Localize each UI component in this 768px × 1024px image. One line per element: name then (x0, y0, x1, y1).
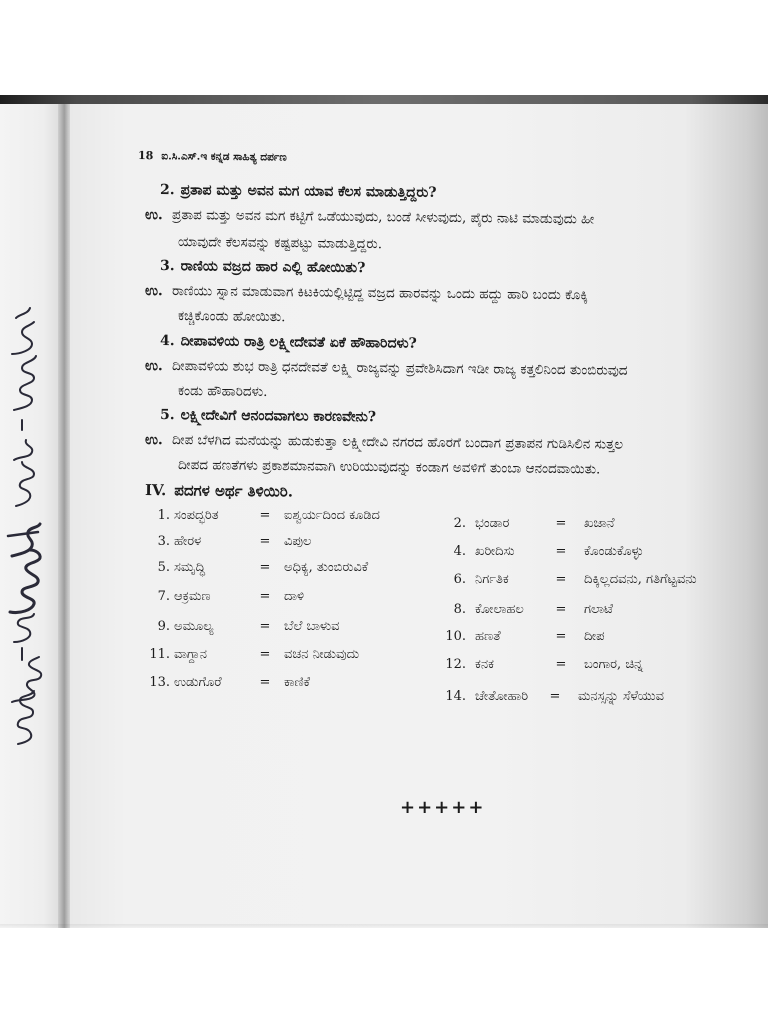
vocab-meaning: ಗಲಾಟೆ (584, 602, 614, 617)
vocab-meaning: ವಚನ ನೀಡುವುದು (284, 647, 360, 662)
answer-line: ಪ್ರತಾಪ ಮತ್ತು ಅವನ ಮಗ ಕಟ್ಟಿಗೆ ಒಡೆಯುವುದು, ಬಂಡೆ ಸೀಳುವುದು, ಪೈರು ನಾಟಿ ಮಾಡುವುದು ಹೀ (171, 207, 595, 228)
vocab-number: 10. (445, 629, 466, 644)
answer-line: ದೀಪದ ಹಣತೆಗಳು ಪ್ರಕಾಶಮಾನವಾಗಿ ಉರಿಯುವುದನ್ನು ಕಂಡಾಗ ಅವಳಿಗೆ ತುಂಬಾ ಆನಂದವಾಯಿತು. (177, 457, 601, 478)
vocab-number: 2. (453, 516, 466, 531)
answer-marker: ಉ. (144, 207, 163, 224)
question-5 (160, 405, 760, 431)
vocab-number: 4. (453, 544, 466, 559)
answer-line: ದೀಪಾವಳಿಯ ಶುಭ ರಾತ್ರಿ ಧನದೇವತೆ ಲಕ್ಷ್ಮಿ ರಾಜ್ಯವನ್ನು ಪ್ರವೇಶಿಸಿದಾಗ ಇಡೀ ರಾಜ್ಯ ಕತ್ತಲಿನಿಂದ ತುಂಬಿರುವುದ (171, 358, 628, 379)
question-number: 5. (159, 407, 175, 424)
vocab-word: ಸಮೃದ್ಧಿ (174, 560, 206, 575)
equals-sign: = (259, 675, 271, 690)
section-heading (145, 479, 545, 505)
answer-line: ಕಂಡು ಹೌಹಾರಿದಳು. (177, 383, 268, 400)
question-4 (160, 331, 760, 357)
running-header (138, 148, 438, 167)
question-2 (160, 180, 760, 206)
vocab-number: 6. (453, 572, 466, 587)
vocab-word: ಕನಕ (475, 657, 494, 672)
equals-sign: = (555, 602, 567, 617)
question-text: ಪ್ರತಾಪ ಮತ್ತು ಅವನ ಮಗ ಯಾವ ಕೆಲಸ ಮಾಡುತ್ತಿದ್ದರು? (180, 182, 437, 201)
vocab-number: 3. (157, 534, 170, 549)
vocab-meaning: ಮನಸ್ಸನ್ನು ಸೆಳೆಯುವ (578, 689, 664, 704)
question-text: ದೀಪಾವಳಿಯ ರಾತ್ರಿ ಲಕ್ಷ್ಮೀದೇವತೆ ಏಕೆ ಹೌಹಾರಿದಳು? (180, 333, 417, 352)
vocab-word: ಭಂಡಾರ (475, 516, 510, 531)
vocab-word: ಚೇತೋಹಾರಿ (475, 689, 529, 704)
equals-sign: = (555, 629, 567, 644)
running-title: ಐ.ಸಿ.ಎಸ್.ಇ ಕನ್ನಡ ಸಾಹಿತ್ಯ ದರ್ಪಣ (161, 150, 287, 164)
vocab-meaning: ಖಜಾನೆ (584, 516, 615, 531)
equals-sign: = (259, 508, 271, 523)
vocab-meaning: ಬಂಗಾರ, ಚಿನ್ನ (584, 657, 644, 672)
vocab-meaning: ಕಾಣಿಕೆ (284, 675, 311, 690)
equals-sign: = (555, 657, 567, 672)
page-bottom-edge (0, 924, 768, 928)
vocab-word: ಖರೀದಿಸು (475, 544, 515, 559)
book-top-edge (0, 95, 768, 104)
vocab-number: 7. (157, 589, 170, 604)
vocab-number: 13. (149, 675, 170, 690)
answer-marker: ಉ. (144, 283, 163, 300)
vocab-number: 8. (453, 602, 466, 617)
vocab-meaning: ಬೆಲೆ ಬಾಳುವ (284, 619, 340, 634)
vocab-number: 14. (445, 689, 466, 704)
vocab-word: ಹಣತೆ (475, 629, 501, 644)
answer-line: ದೀಪ ಬೆಳಗಿದ ಮನೆಯನ್ನು ಹುಡುಕುತ್ತಾ ಲಕ್ಷ್ಮೀದೇವಿ ನಗರದ ಹೊರಗೆ ಬಂದಾಗ ಪ್ರತಾಪನ ಗುಡಿಸಿಲಿನ ಸುತ್ತಲ (171, 432, 624, 453)
book-page (70, 104, 768, 928)
vocab-meaning: ಐಶ್ವರ್ಯದಿಂದ ಕೂಡಿದ (284, 508, 380, 523)
vocab-number: 1. (157, 508, 170, 523)
equals-sign: = (259, 534, 271, 549)
vocab-meaning: ದಾಳಿ (284, 589, 305, 604)
equals-sign: = (555, 544, 567, 559)
section-number: IV. (144, 481, 167, 500)
answer-line: ಕಚ್ಚಿಕೊಂಡು ಹೋಯಿತು. (177, 308, 286, 326)
question-number: 3. (159, 258, 175, 275)
answer-line: ಯಾವುದೇ ಕೆಲಸವನ್ನು ಕಷ್ಟಪಟ್ಟು ಮಾಡುತ್ತಿದ್ದರು. (177, 234, 383, 253)
vocab-word: ನಿರ್ಗತಿಕ (475, 572, 509, 587)
answer-line: ರಾಣಿಯು ಸ್ನಾನ ಮಾಡುವಾಗ ಕಿಟಕಿಯಲ್ಲಿಟ್ಟಿದ್ದ ವಜ್ರದ ಹಾರವನ್ನು ಒಂದು ಹದ್ದು ಹಾರಿ ಬಂದು ಕೊಕ್ಕಿ (171, 283, 589, 304)
equals-sign: = (259, 647, 271, 662)
vocab-word: ಅಮೂಲ್ಯ (174, 619, 214, 634)
question-number: 2. (159, 182, 175, 199)
vocab-number: 12. (445, 657, 466, 672)
question-text: ಲಕ್ಷ್ಮೀದೇವಿಗೆ ಆನಂದವಾಗಲು ಕಾರಣವೇನು? (180, 407, 377, 426)
equals-sign: = (555, 572, 567, 587)
vocab-meaning: ವಿಪುಲ (284, 534, 312, 549)
vocab-meaning: ಅಧಿಕ್ಯ, ತುಂಬಿರುವಿಕೆ (284, 560, 369, 575)
vocab-number: 9. (157, 619, 170, 634)
left-page-margin (0, 104, 62, 928)
vocab-number: 5. (157, 560, 170, 575)
section-title: ಪದಗಳ ಅರ್ಥ ತಿಳಿಯಿರಿ. (174, 481, 294, 501)
vocab-word: ಸಂಪದ್ಭರಿತ (174, 508, 219, 523)
handwritten-margin-note (0, 104, 62, 928)
equals-sign: = (259, 589, 271, 604)
vocab-word: ಆಕ್ರಮಣ (174, 589, 211, 604)
vocab-meaning: ಕೊಂಡುಕೊಳ್ಳು (584, 544, 644, 559)
question-3 (160, 256, 760, 282)
answer-marker: ಉ. (144, 358, 163, 375)
equals-sign: = (259, 560, 271, 575)
vocab-number: 11. (149, 647, 170, 662)
equals-sign: = (259, 619, 271, 634)
answer-marker: ಉ. (144, 432, 163, 449)
vocab-word: ಹೇರಳ (174, 534, 202, 549)
question-number: 4. (159, 333, 175, 350)
page-number: 18 (137, 149, 154, 163)
vocab-word: ವಾಗ್ದಾನ (174, 647, 207, 662)
end-mark: +++++ (400, 797, 486, 818)
equals-sign: = (549, 689, 561, 704)
vocab-meaning: ದೀಪ (584, 629, 605, 644)
vocab-word: ಕೋಲಾಹಲ (475, 602, 524, 617)
vocab-word: ಉಡುಗೊರೆ (174, 675, 222, 690)
equals-sign: = (555, 516, 567, 531)
vocab-meaning: ದಿಕ್ಕಿಲ್ಲದವನು, ಗತಿಗೆಟ್ಟವನು (584, 572, 697, 587)
question-text: ರಾಣಿಯ ವಜ್ರದ ಹಾರ ಎಲ್ಲಿ ಹೋಯಿತು? (180, 258, 366, 277)
